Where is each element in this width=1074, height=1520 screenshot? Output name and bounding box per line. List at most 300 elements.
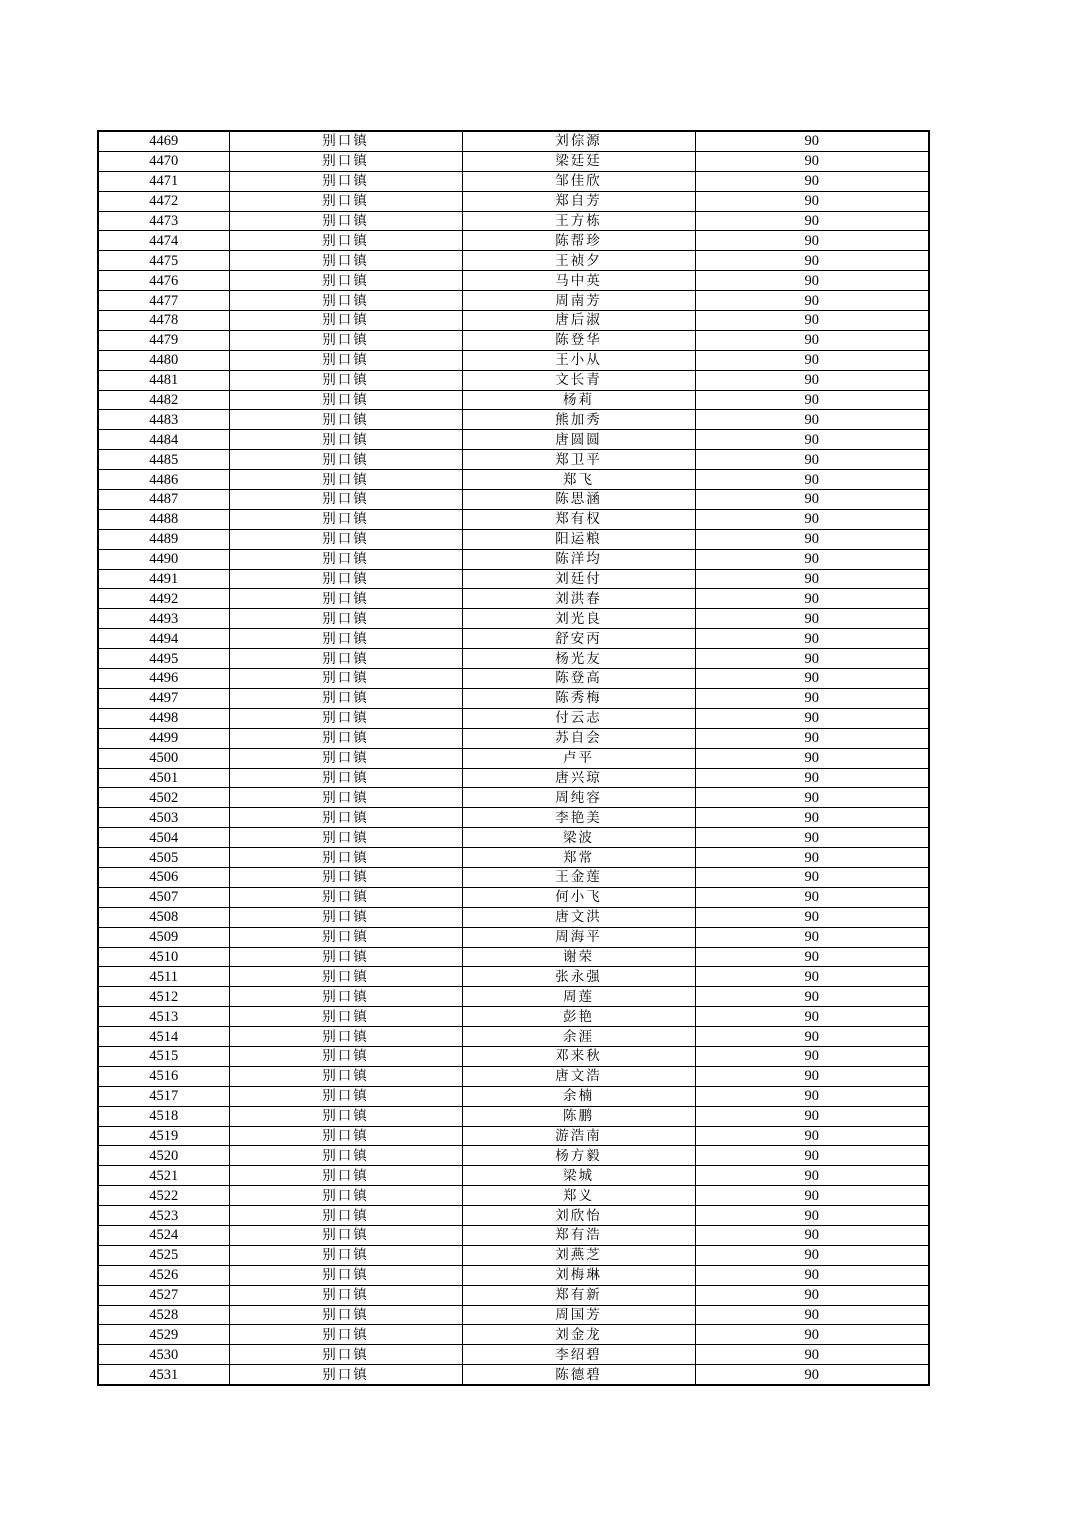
cell-number: 4525 — [98, 1245, 229, 1265]
table-row — [98, 1146, 929, 1166]
cell-number: 4511 — [98, 967, 229, 987]
table-row — [98, 1046, 929, 1066]
cell-score: 90 — [695, 947, 929, 967]
cell-score: 90 — [695, 828, 929, 848]
cell-town: 别口镇 — [229, 350, 462, 370]
cell-score: 90 — [695, 231, 929, 251]
cell-name: 唐文洪 — [462, 907, 695, 927]
cell-number: 4483 — [98, 410, 229, 430]
cell-number: 4480 — [98, 350, 229, 370]
cell-score: 90 — [695, 808, 929, 828]
cell-name: 郑飞 — [462, 470, 695, 490]
cell-name: 刘燕芝 — [462, 1245, 695, 1265]
cell-number: 4516 — [98, 1066, 229, 1086]
cell-name: 陈鹏 — [462, 1106, 695, 1126]
cell-number: 4499 — [98, 728, 229, 748]
cell-name: 郑自芳 — [462, 191, 695, 211]
cell-town: 别口镇 — [229, 549, 462, 569]
table-row — [98, 1325, 929, 1345]
table-row — [98, 947, 929, 967]
cell-number: 4475 — [98, 251, 229, 271]
cell-score: 90 — [695, 788, 929, 808]
cell-score: 90 — [695, 350, 929, 370]
cell-name: 陈登华 — [462, 330, 695, 350]
cell-town: 别口镇 — [229, 410, 462, 430]
cell-town: 别口镇 — [229, 768, 462, 788]
cell-town: 别口镇 — [229, 569, 462, 589]
cell-number: 4484 — [98, 430, 229, 450]
table-row — [98, 171, 929, 191]
table-row — [98, 1345, 929, 1365]
cell-number: 4474 — [98, 231, 229, 251]
table-row — [98, 1186, 929, 1206]
cell-score: 90 — [695, 629, 929, 649]
cell-name: 余涯 — [462, 1027, 695, 1047]
table-row — [98, 967, 929, 987]
cell-score: 90 — [695, 1225, 929, 1245]
table-row — [98, 350, 929, 370]
cell-name: 苏自会 — [462, 728, 695, 748]
table-row — [98, 1066, 929, 1086]
cell-name: 阳运粮 — [462, 529, 695, 549]
cell-score: 90 — [695, 251, 929, 271]
cell-name: 杨方毅 — [462, 1146, 695, 1166]
cell-number: 4512 — [98, 987, 229, 1007]
cell-score: 90 — [695, 1007, 929, 1027]
cell-name: 陈登高 — [462, 669, 695, 689]
cell-score: 90 — [695, 669, 929, 689]
cell-score: 90 — [695, 728, 929, 748]
cell-score: 90 — [695, 748, 929, 768]
cell-town: 别口镇 — [229, 649, 462, 669]
cell-number: 4527 — [98, 1285, 229, 1305]
cell-town: 别口镇 — [229, 967, 462, 987]
cell-name: 刘金龙 — [462, 1325, 695, 1345]
cell-number: 4502 — [98, 788, 229, 808]
cell-number: 4477 — [98, 291, 229, 311]
cell-number: 4504 — [98, 828, 229, 848]
cell-name: 刘洪春 — [462, 589, 695, 609]
cell-town: 别口镇 — [229, 291, 462, 311]
cell-town: 别口镇 — [229, 1086, 462, 1106]
cell-town: 别口镇 — [229, 887, 462, 907]
cell-number: 4508 — [98, 907, 229, 927]
cell-name: 陈帮珍 — [462, 231, 695, 251]
table-row — [98, 251, 929, 271]
cell-number: 4476 — [98, 271, 229, 291]
cell-name: 舒安丙 — [462, 629, 695, 649]
cell-name: 杨光友 — [462, 649, 695, 669]
cell-number: 4492 — [98, 589, 229, 609]
cell-score: 90 — [695, 410, 929, 430]
cell-town: 别口镇 — [229, 450, 462, 470]
cell-score: 90 — [695, 430, 929, 450]
cell-town: 别口镇 — [229, 609, 462, 629]
cell-town: 别口镇 — [229, 1305, 462, 1325]
cell-name: 张永强 — [462, 967, 695, 987]
cell-name: 熊加秀 — [462, 410, 695, 430]
cell-number: 4519 — [98, 1126, 229, 1146]
cell-name: 刘廷付 — [462, 569, 695, 589]
table-row — [98, 271, 929, 291]
cell-name: 周南芳 — [462, 291, 695, 311]
cell-name: 梁廷廷 — [462, 151, 695, 171]
cell-town: 别口镇 — [229, 1325, 462, 1345]
table-row — [98, 589, 929, 609]
table-row — [98, 1265, 929, 1285]
cell-number: 4518 — [98, 1106, 229, 1126]
cell-name: 陈思涵 — [462, 490, 695, 510]
cell-number: 4496 — [98, 669, 229, 689]
cell-name: 梁城 — [462, 1166, 695, 1186]
cell-number: 4521 — [98, 1166, 229, 1186]
cell-town: 别口镇 — [229, 370, 462, 390]
cell-score: 90 — [695, 549, 929, 569]
cell-number: 4485 — [98, 450, 229, 470]
cell-town: 别口镇 — [229, 708, 462, 728]
cell-town: 别口镇 — [229, 430, 462, 450]
cell-number: 4515 — [98, 1046, 229, 1066]
cell-score: 90 — [695, 1126, 929, 1146]
cell-name: 彭艳 — [462, 1007, 695, 1027]
table-row — [98, 808, 929, 828]
cell-name: 陈德碧 — [462, 1365, 695, 1385]
cell-town: 别口镇 — [229, 629, 462, 649]
cell-town: 别口镇 — [229, 1046, 462, 1066]
table-row — [98, 927, 929, 947]
table-row — [98, 688, 929, 708]
cell-town: 别口镇 — [229, 1126, 462, 1146]
cell-score: 90 — [695, 370, 929, 390]
cell-name: 刘倧源 — [462, 131, 695, 151]
table-row — [98, 1245, 929, 1265]
cell-number: 4529 — [98, 1325, 229, 1345]
table-row — [98, 728, 929, 748]
cell-name: 李艳美 — [462, 808, 695, 828]
table-row — [98, 987, 929, 1007]
table-row — [98, 569, 929, 589]
table-row — [98, 410, 929, 430]
table-row — [98, 311, 929, 331]
cell-town: 别口镇 — [229, 1345, 462, 1365]
cell-score: 90 — [695, 688, 929, 708]
cell-number: 4513 — [98, 1007, 229, 1027]
cell-name: 余楠 — [462, 1086, 695, 1106]
cell-score: 90 — [695, 151, 929, 171]
cell-number: 4486 — [98, 470, 229, 490]
cell-score: 90 — [695, 1106, 929, 1126]
table-row — [98, 490, 929, 510]
cell-name: 周海平 — [462, 927, 695, 947]
cell-score: 90 — [695, 887, 929, 907]
cell-town: 别口镇 — [229, 271, 462, 291]
cell-score: 90 — [695, 470, 929, 490]
cell-name: 王金莲 — [462, 867, 695, 887]
cell-town: 别口镇 — [229, 390, 462, 410]
cell-score: 90 — [695, 509, 929, 529]
cell-score: 90 — [695, 708, 929, 728]
cell-number: 4481 — [98, 370, 229, 390]
cell-score: 90 — [695, 848, 929, 868]
table-row — [98, 1007, 929, 1027]
table-body — [98, 131, 929, 1385]
table-row — [98, 1206, 929, 1226]
cell-score: 90 — [695, 1206, 929, 1226]
cell-town: 别口镇 — [229, 311, 462, 331]
cell-score: 90 — [695, 131, 929, 151]
table-row — [98, 191, 929, 211]
cell-town: 别口镇 — [229, 788, 462, 808]
cell-number: 4473 — [98, 211, 229, 231]
cell-town: 别口镇 — [229, 529, 462, 549]
cell-town: 别口镇 — [229, 470, 462, 490]
cell-town: 别口镇 — [229, 589, 462, 609]
cell-number: 4531 — [98, 1365, 229, 1385]
cell-name: 郑卫平 — [462, 450, 695, 470]
cell-number: 4503 — [98, 808, 229, 828]
cell-name: 马中英 — [462, 271, 695, 291]
cell-number: 4530 — [98, 1345, 229, 1365]
cell-number: 4494 — [98, 629, 229, 649]
table-row — [98, 549, 929, 569]
cell-number: 4509 — [98, 927, 229, 947]
cell-town: 别口镇 — [229, 1106, 462, 1126]
cell-number: 4495 — [98, 649, 229, 669]
cell-name: 谢荣 — [462, 947, 695, 967]
table-row — [98, 609, 929, 629]
table-row — [98, 529, 929, 549]
cell-town: 别口镇 — [229, 987, 462, 1007]
table-row — [98, 848, 929, 868]
cell-score: 90 — [695, 171, 929, 191]
table-row — [98, 629, 929, 649]
cell-town: 别口镇 — [229, 867, 462, 887]
cell-town: 别口镇 — [229, 251, 462, 271]
cell-town: 别口镇 — [229, 1027, 462, 1047]
cell-town: 别口镇 — [229, 509, 462, 529]
cell-town: 别口镇 — [229, 231, 462, 251]
cell-score: 90 — [695, 271, 929, 291]
cell-name: 卢平 — [462, 748, 695, 768]
cell-town: 别口镇 — [229, 1166, 462, 1186]
cell-number: 4514 — [98, 1027, 229, 1047]
cell-name: 王小从 — [462, 350, 695, 370]
table-row — [98, 748, 929, 768]
cell-score: 90 — [695, 191, 929, 211]
cell-name: 周莲 — [462, 987, 695, 1007]
cell-name: 郑义 — [462, 1186, 695, 1206]
cell-name: 唐兴琼 — [462, 768, 695, 788]
table-row — [98, 370, 929, 390]
table-row — [98, 1225, 929, 1245]
cell-number: 4498 — [98, 708, 229, 728]
cell-score: 90 — [695, 1186, 929, 1206]
cell-town: 别口镇 — [229, 907, 462, 927]
cell-number: 4490 — [98, 549, 229, 569]
table-row — [98, 430, 929, 450]
table-row — [98, 470, 929, 490]
cell-town: 别口镇 — [229, 669, 462, 689]
cell-score: 90 — [695, 1265, 929, 1285]
table-row — [98, 330, 929, 350]
table-row — [98, 649, 929, 669]
table-row — [98, 907, 929, 927]
cell-score: 90 — [695, 1046, 929, 1066]
cell-name: 何小飞 — [462, 887, 695, 907]
cell-number: 4517 — [98, 1086, 229, 1106]
cell-number: 4487 — [98, 490, 229, 510]
cell-name: 唐圆圆 — [462, 430, 695, 450]
cell-score: 90 — [695, 589, 929, 609]
cell-score: 90 — [695, 1345, 929, 1365]
cell-score: 90 — [695, 1146, 929, 1166]
cell-number: 4507 — [98, 887, 229, 907]
cell-score: 90 — [695, 1066, 929, 1086]
cell-number: 4471 — [98, 171, 229, 191]
cell-name: 文长青 — [462, 370, 695, 390]
cell-name: 郑有新 — [462, 1285, 695, 1305]
cell-number: 4522 — [98, 1186, 229, 1206]
table-row — [98, 1285, 929, 1305]
cell-town: 别口镇 — [229, 490, 462, 510]
cell-score: 90 — [695, 768, 929, 788]
cell-score: 90 — [695, 1325, 929, 1345]
cell-town: 别口镇 — [229, 211, 462, 231]
cell-number: 4523 — [98, 1206, 229, 1226]
cell-name: 付云志 — [462, 708, 695, 728]
table-row — [98, 867, 929, 887]
cell-score: 90 — [695, 907, 929, 927]
cell-town: 别口镇 — [229, 828, 462, 848]
table-row — [98, 211, 929, 231]
cell-town: 别口镇 — [229, 131, 462, 151]
cell-number: 4506 — [98, 867, 229, 887]
table-row — [98, 131, 929, 151]
cell-score: 90 — [695, 490, 929, 510]
cell-score: 90 — [695, 529, 929, 549]
cell-number: 4479 — [98, 330, 229, 350]
cell-town: 别口镇 — [229, 1365, 462, 1385]
cell-score: 90 — [695, 1027, 929, 1047]
cell-number: 4489 — [98, 529, 229, 549]
cell-score: 90 — [695, 1285, 929, 1305]
cell-number: 4482 — [98, 390, 229, 410]
table-row — [98, 509, 929, 529]
cell-name: 王方栋 — [462, 211, 695, 231]
table-row — [98, 887, 929, 907]
cell-score: 90 — [695, 291, 929, 311]
cell-name: 周国芳 — [462, 1305, 695, 1325]
cell-score: 90 — [695, 1305, 929, 1325]
cell-score: 90 — [695, 1365, 929, 1385]
table-row — [98, 788, 929, 808]
table-row — [98, 151, 929, 171]
table-row — [98, 1166, 929, 1186]
table-row — [98, 828, 929, 848]
cell-name: 邹佳欣 — [462, 171, 695, 191]
cell-score: 90 — [695, 390, 929, 410]
table-row — [98, 1106, 929, 1126]
cell-name: 唐后淑 — [462, 311, 695, 331]
table-row — [98, 1365, 929, 1385]
table-row — [98, 768, 929, 788]
cell-town: 别口镇 — [229, 688, 462, 708]
cell-number: 4470 — [98, 151, 229, 171]
cell-number: 4500 — [98, 748, 229, 768]
cell-town: 别口镇 — [229, 1066, 462, 1086]
table-row — [98, 291, 929, 311]
cell-town: 别口镇 — [229, 947, 462, 967]
cell-name: 邓来秋 — [462, 1046, 695, 1066]
cell-score: 90 — [695, 649, 929, 669]
cell-score: 90 — [695, 927, 929, 947]
table-row — [98, 1305, 929, 1325]
cell-town: 别口镇 — [229, 927, 462, 947]
cell-town: 别口镇 — [229, 151, 462, 171]
cell-number: 4528 — [98, 1305, 229, 1325]
cell-town: 别口镇 — [229, 808, 462, 828]
cell-town: 别口镇 — [229, 1285, 462, 1305]
cell-score: 90 — [695, 311, 929, 331]
table-row — [98, 669, 929, 689]
cell-number: 4493 — [98, 609, 229, 629]
table-row — [98, 708, 929, 728]
cell-score: 90 — [695, 987, 929, 1007]
cell-number: 4491 — [98, 569, 229, 589]
cell-score: 90 — [695, 1086, 929, 1106]
cell-name: 陈洋均 — [462, 549, 695, 569]
cell-score: 90 — [695, 1245, 929, 1265]
cell-number: 4505 — [98, 848, 229, 868]
cell-town: 别口镇 — [229, 330, 462, 350]
table-row — [98, 390, 929, 410]
cell-number: 4472 — [98, 191, 229, 211]
cell-number: 4501 — [98, 768, 229, 788]
cell-name: 周纯容 — [462, 788, 695, 808]
table-row — [98, 231, 929, 251]
table-row — [98, 1126, 929, 1146]
cell-number: 4524 — [98, 1225, 229, 1245]
cell-town: 别口镇 — [229, 848, 462, 868]
cell-town: 别口镇 — [229, 1265, 462, 1285]
cell-number: 4478 — [98, 311, 229, 331]
cell-score: 90 — [695, 1166, 929, 1186]
cell-score: 90 — [695, 450, 929, 470]
table-row — [98, 1086, 929, 1106]
cell-name: 梁波 — [462, 828, 695, 848]
cell-name: 王祯夕 — [462, 251, 695, 271]
cell-score: 90 — [695, 330, 929, 350]
cell-town: 别口镇 — [229, 1225, 462, 1245]
cell-town: 别口镇 — [229, 1146, 462, 1166]
cell-name: 李绍碧 — [462, 1345, 695, 1365]
table-row — [98, 450, 929, 470]
cell-town: 别口镇 — [229, 1206, 462, 1226]
cell-town: 别口镇 — [229, 1007, 462, 1027]
cell-name: 刘欣怡 — [462, 1206, 695, 1226]
cell-number: 4510 — [98, 947, 229, 967]
cell-score: 90 — [695, 609, 929, 629]
cell-score: 90 — [695, 867, 929, 887]
cell-number: 4488 — [98, 509, 229, 529]
cell-town: 别口镇 — [229, 191, 462, 211]
cell-name: 游浩南 — [462, 1126, 695, 1146]
cell-town: 别口镇 — [229, 1245, 462, 1265]
cell-name: 刘梅琳 — [462, 1265, 695, 1285]
cell-name: 郑有权 — [462, 509, 695, 529]
cell-number: 4469 — [98, 131, 229, 151]
cell-number: 4497 — [98, 688, 229, 708]
